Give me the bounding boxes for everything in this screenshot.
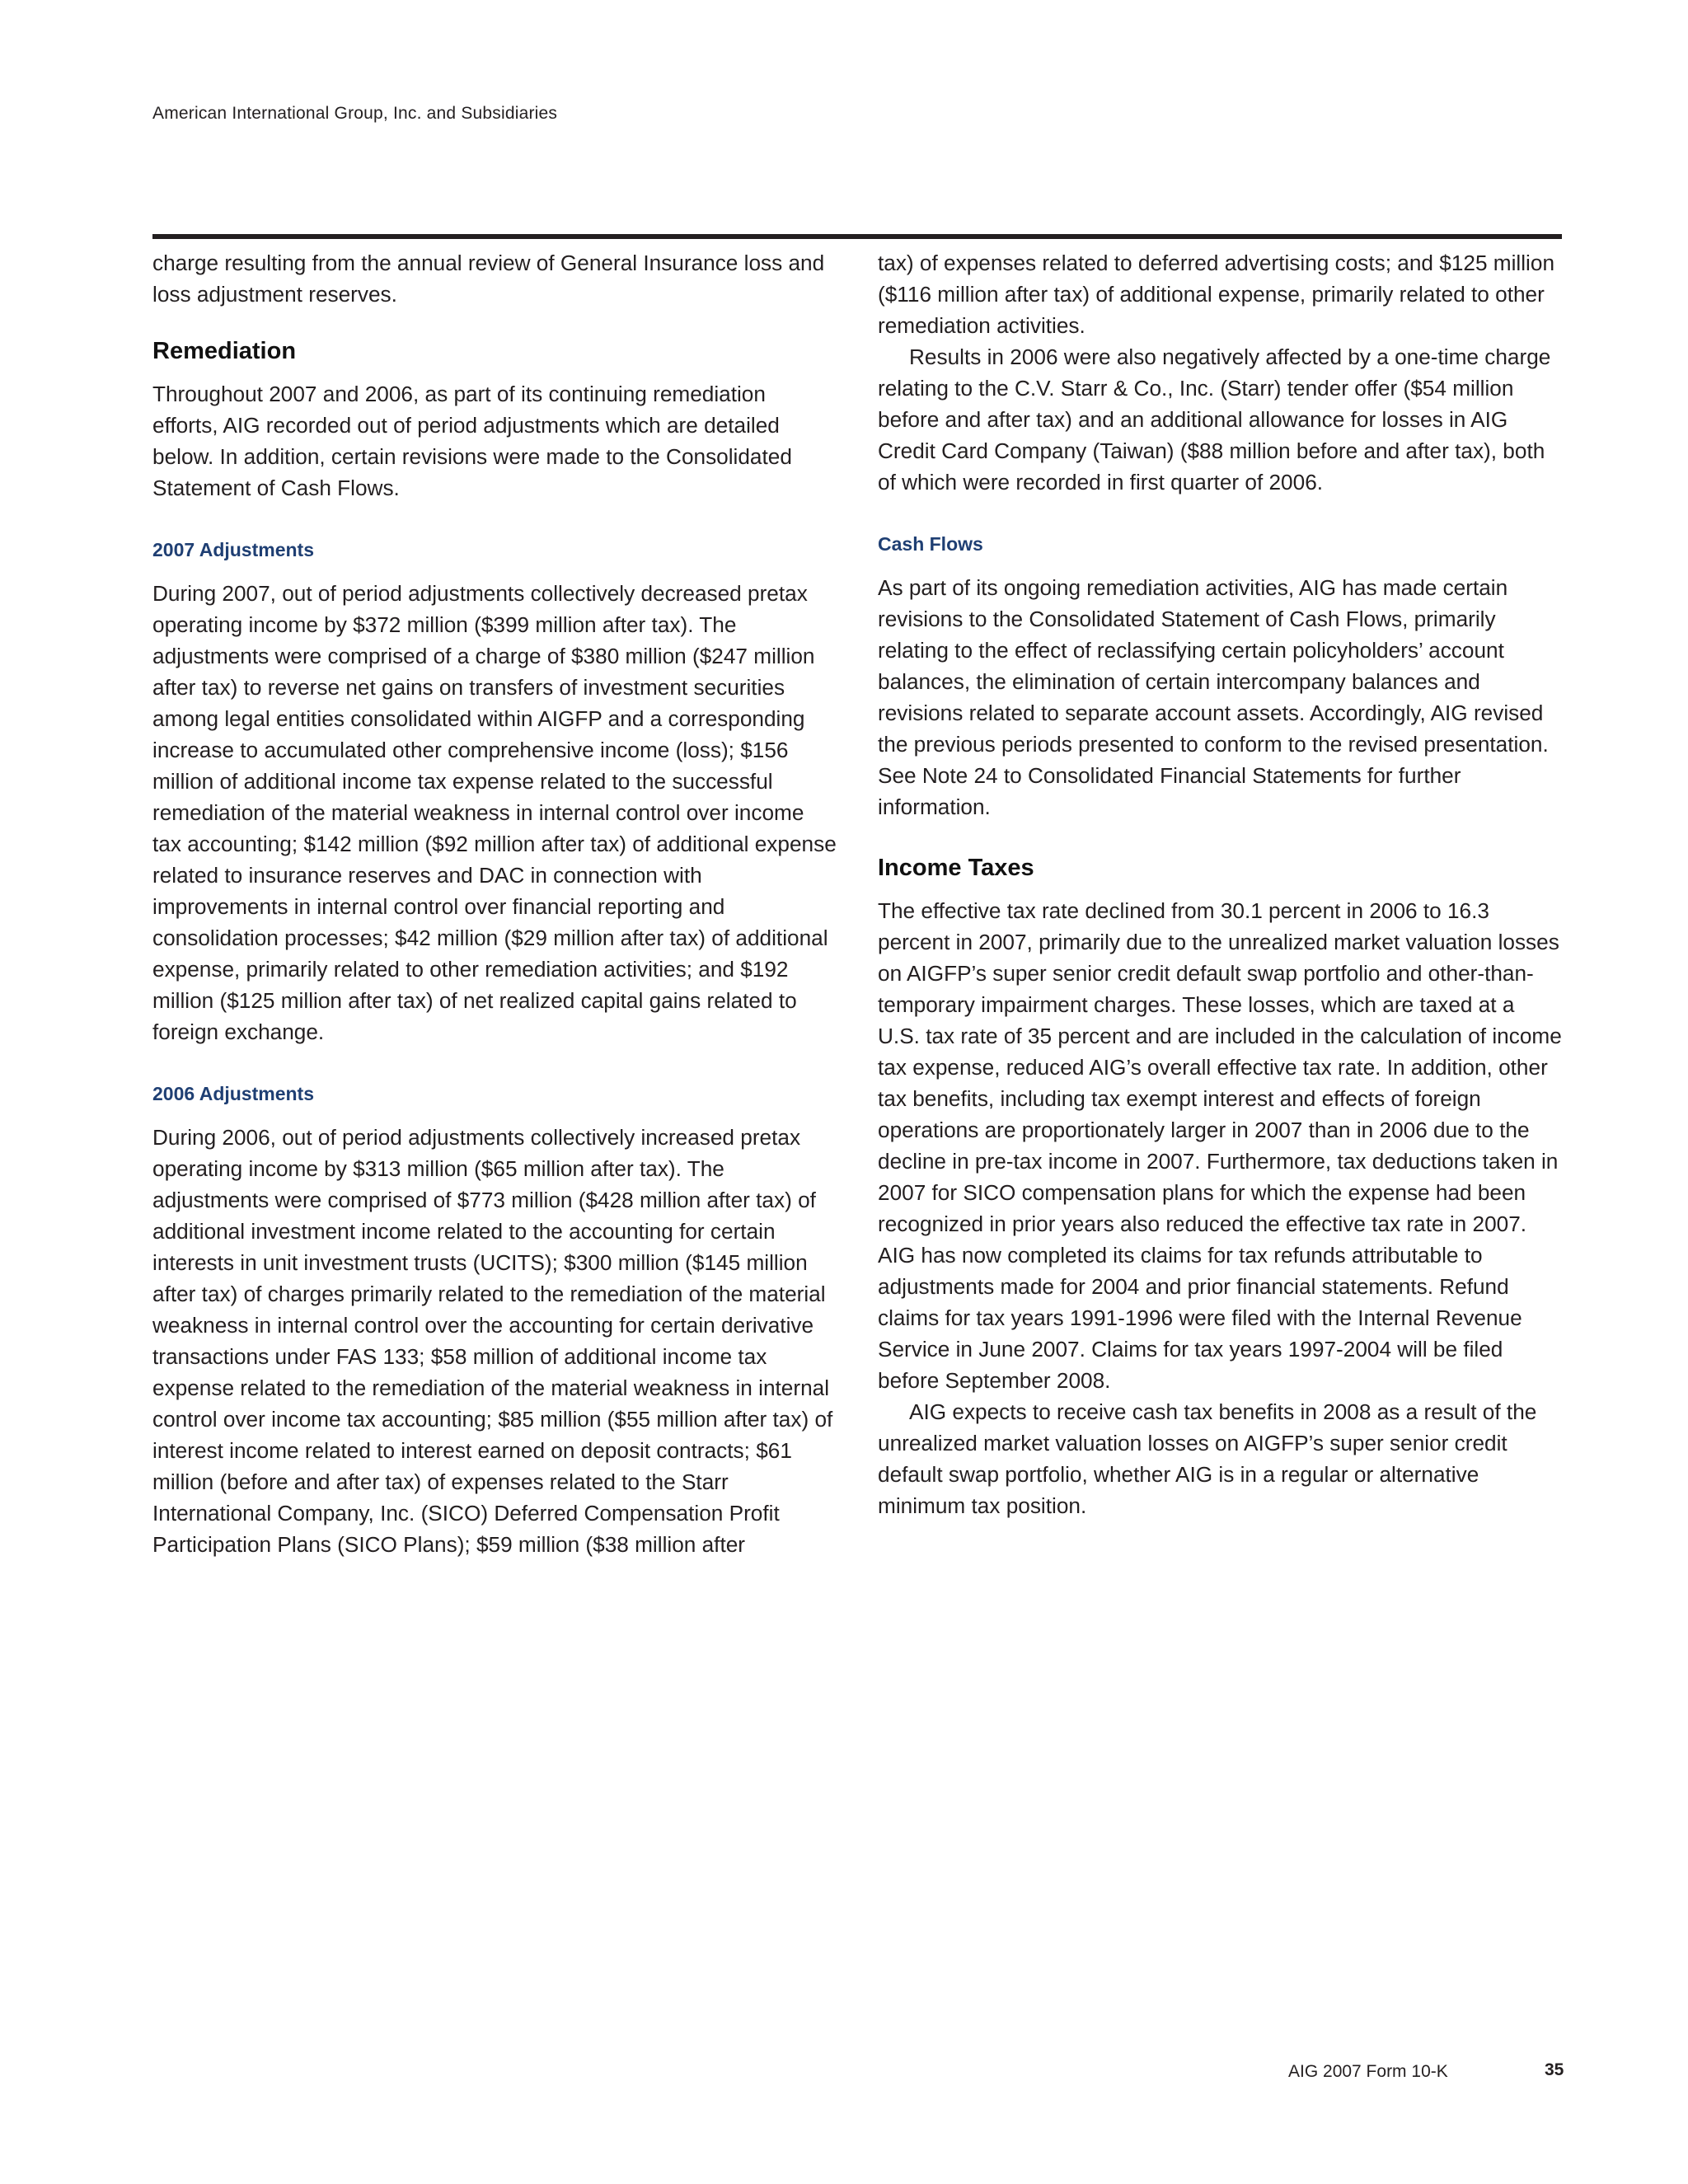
cash-flows-heading: Cash Flows — [878, 533, 983, 555]
cash-flows-paragraph: As part of its ongoing remediation activities, AIG has made certain revisions to the Consolidated Statement of Cash Flows, primarily relating to the effect of reclassifying certain policyholders’ account balances, the elimination of certain intercompany balances and revisions related to separate account assets. Accordingly, AIG revised the previous periods presented to conform to the revised presentation. See Note 24 to Consolidated Financial Statements for further information. — [878, 575, 1549, 819]
intro-paragraph: charge resulting from the annual review of General Insurance loss and loss adjustment reserves. — [152, 251, 825, 307]
continuation-paragraph: tax) of expenses related to deferred advertising costs; and $125 million ($116 million after tax) of additional expense, primarily related to other remediation activities. — [878, 251, 1555, 338]
remediation-heading: Remediation — [152, 338, 297, 364]
income-taxes-heading: Income Taxes — [878, 855, 1034, 881]
left-column — [152, 247, 837, 1560]
page-number: 35 — [1545, 2060, 1564, 2079]
adjustments-2007-heading: 2007 Adjustments — [152, 539, 314, 560]
adjustments-2006-heading: 2006 Adjustments — [152, 1083, 314, 1104]
remediation-paragraph: Throughout 2007 and 2006, as part of its continuing remediation efforts, AIG recorded out of period adjustments which are detailed below. In addition, certain revisions were made to the Consolidated Statement of Cash Flows. — [152, 382, 792, 500]
footer-report-name: AIG 2007 Form 10-K — [1288, 2062, 1448, 2081]
right-column — [878, 247, 1562, 1521]
adjustments-2006-paragraph: During 2006, out of period adjustments collectively increased pretax operating income by $313 million ($65 million after tax). The adjustments were comprised of $773 million ($428 million after tax) of additional investment income related to the accounting for certain interests in unit investment trusts (UCITS); $300 million ($145 million after tax) of charges primarily related to the remediation of the material weakness in internal control over the accounting for certain derivative transactions under FAS 133; $58 million of additional income tax expense related to the remediation of the material weakness in internal control over income tax accounting; $85 million ($55 million after tax) of interest income related to interest earned on deposit contracts; $61 million (before and after tax) of expenses related to the Starr International Company, Inc. (SICO) Deferred Compensation Profit Participation Plans (SICO Plans); $59 million ($38 million after — [152, 1125, 833, 1557]
income-taxes-paragraph: The effective tax rate declined from 30.1 percent in 2006 to 16.3 percent in 2007, primarily due to the unrealized market valuation losses on AIGFP’s super senior credit default swap portfolio and other-than-temporary impairment charges. These losses, which are taxed at a U.S. tax rate of 35 percent and are included in the calculation of income tax expense, reduced AIG’s overall effective tax rate. In addition, other tax benefits, including tax exempt interest and effects of foreign operations are proportionately larger in 2007 than in 2006 due to the decline in pre-tax income in 2007. Furthermore, tax deductions taken in 2007 for SICO compensation plans for which the expense had been recognized in prior years also reduced the effective tax rate in 2007. AIG has now completed its claims for tax refunds attributable to adjustments made for 2004 and prior financial statements. Refund claims for tax years 1991-1996 were filed with the Internal Revenue Service in June 2007. Claims for tax years 1997-2004 will be filed before September 2008. — [878, 898, 1562, 1393]
cash-tax-benefits-paragraph: AIG expects to receive cash tax benefits in 2008 as a result of the unrealized market valuation losses on AIGFP’s super senior credit default swap portfolio, whether AIG is in a regular or alternative minimum tax position. — [878, 1399, 1537, 1518]
results-2006-paragraph: Results in 2006 were also negatively affected by a one-time charge relating to the C.V. Starr & Co., Inc. (Starr) tender offer ($54 million before and after tax) and an additional allowance for losses in AIG Credit Card Company (Taiwan) ($88 million before and after tax), both of which were recorded in first quarter of 2006. — [878, 344, 1551, 494]
adjustments-2007-paragraph: During 2007, out of period adjustments collectively decreased pretax operating income by $372 million ($399 million after tax). The adjustments were comprised of a charge of $380 million ($247 million after tax) to reverse net gains on transfers of investment securities among legal entities consolidated within AIGFP and a corresponding increase to accumulated other comprehensive income (loss); $156 million of additional income tax expense related to the successful remediation of the material weakness in internal control over income tax accounting; $142 million ($92 million after tax) of additional expense related to insurance reserves and DAC in connection with improvements in internal control over financial reporting and consolidation processes; $42 million ($29 million after tax) of additional expense, primarily related to other remediation activities; and $192 million ($125 million after tax) of net realized capital gains related to foreign exchange. — [152, 581, 837, 1044]
top-rule — [152, 234, 1562, 239]
running-head: American International Group, Inc. and Subsidiaries — [152, 104, 558, 123]
